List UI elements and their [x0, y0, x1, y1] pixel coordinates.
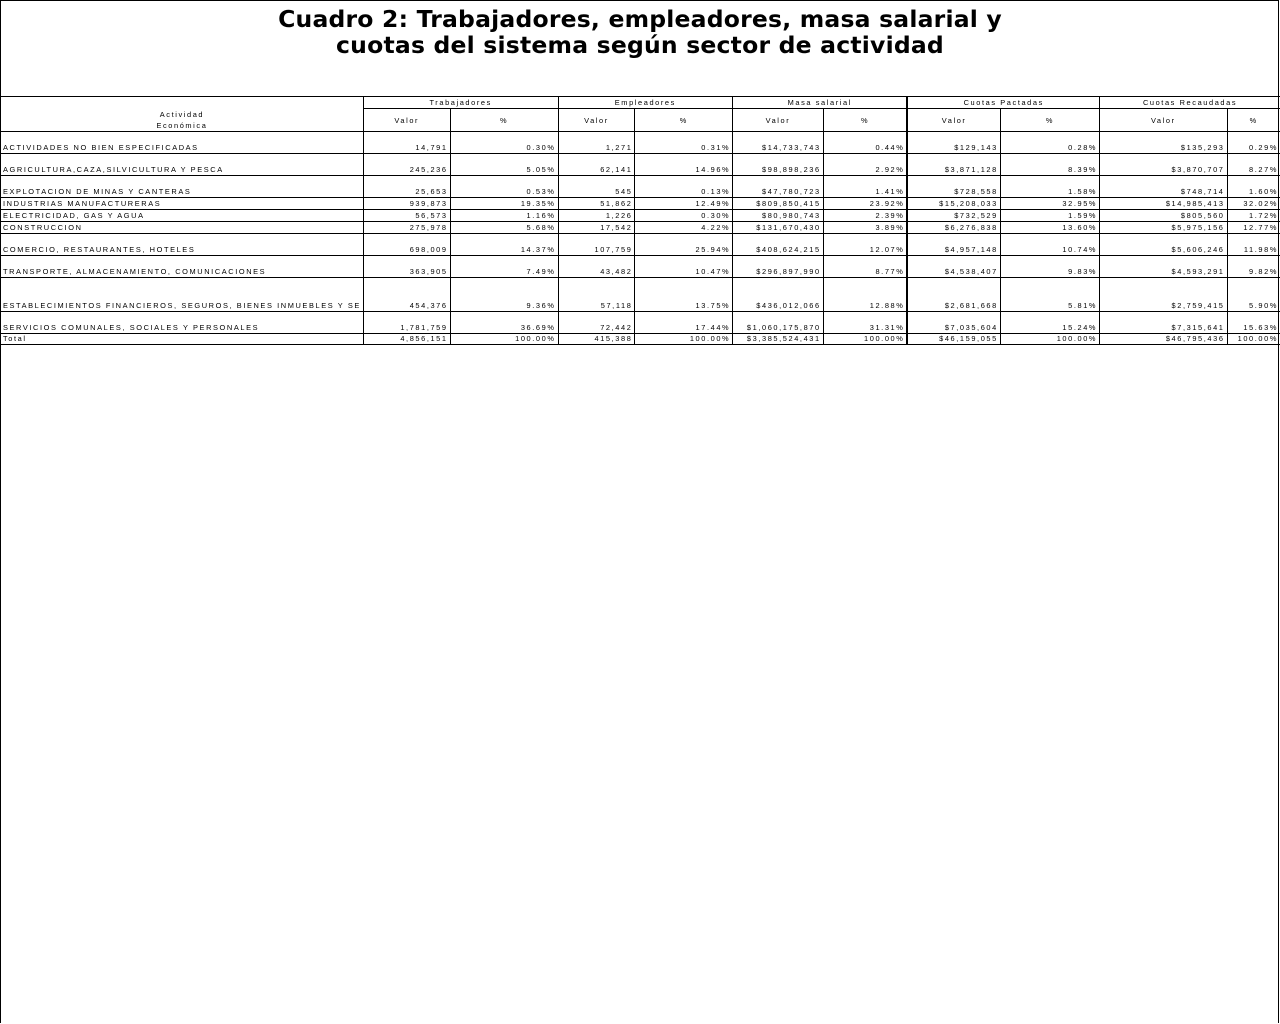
sub-header-valor: Valor	[733, 109, 823, 132]
cr-pct-cell: 9.82%	[1227, 256, 1280, 278]
masa-val-cell: $436,012,066	[733, 278, 823, 312]
cr-pct-cell: 100.00%	[1227, 334, 1280, 345]
page-title	[0, 6, 1280, 58]
trab-pct-cell: 36.69%	[450, 312, 558, 334]
cp-val-cell: $4,538,407	[907, 256, 1000, 278]
table-row	[1, 234, 1280, 256]
cp-pct-cell: 32.95%	[1000, 198, 1099, 210]
activity-cell: ESTABLECIMIENTOS FINANCIEROS, SEGUROS, BIENES INMUEBLES Y SE	[1, 278, 363, 312]
emp-pct-cell: 4.22%	[635, 222, 733, 234]
activity-cell: SERVICIOS COMUNALES, SOCIALES Y PERSONALES	[1, 312, 363, 334]
cp-val-cell: $2,681,668	[907, 278, 1000, 312]
trab-val-cell: 25,653	[363, 176, 450, 198]
cp-val-cell: $15,208,033	[907, 198, 1000, 210]
sub-header-pct: %	[1227, 109, 1280, 132]
cp-val-cell: $129,143	[907, 132, 1000, 154]
table-row	[1, 132, 1280, 154]
group-header-cuotas-pactadas: Cuotas Pactadas	[907, 97, 1099, 109]
masa-pct-cell: 0.44%	[823, 132, 907, 154]
emp-val-cell: 72,442	[558, 312, 635, 334]
activity-cell: COMERCIO, RESTAURANTES, HOTELES	[1, 234, 363, 256]
activity-header-line-1: Actividad	[159, 110, 205, 119]
emp-val-cell: 17,542	[558, 222, 635, 234]
trab-val-cell: 245,236	[363, 154, 450, 176]
emp-pct-cell: 12.49%	[635, 198, 733, 210]
cr-pct-cell: 5.90%	[1227, 278, 1280, 312]
total-row	[1, 334, 1280, 345]
masa-pct-cell: 1.41%	[823, 176, 907, 198]
group-header-trabajadores: Trabajadores	[363, 97, 558, 109]
sub-header-valor: Valor	[1100, 109, 1227, 132]
activity-header	[1, 97, 363, 132]
trab-pct-cell: 5.05%	[450, 154, 558, 176]
cp-val-cell: $728,558	[907, 176, 1000, 198]
masa-val-cell: $408,624,215	[733, 234, 823, 256]
cr-val-cell: $4,593,291	[1100, 256, 1227, 278]
masa-val-cell: $3,385,524,431	[733, 334, 823, 345]
cr-pct-cell: 11.98%	[1227, 234, 1280, 256]
trab-pct-cell: 100.00%	[450, 334, 558, 345]
emp-pct-cell: 0.30%	[635, 210, 733, 222]
cr-val-cell: $748,714	[1100, 176, 1227, 198]
cr-pct-cell: 8.27%	[1227, 154, 1280, 176]
masa-pct-cell: 12.88%	[823, 278, 907, 312]
trab-pct-cell: 5.68%	[450, 222, 558, 234]
emp-val-cell: 62,141	[558, 154, 635, 176]
cp-pct-cell: 1.59%	[1000, 210, 1099, 222]
sub-header-pct: %	[635, 109, 733, 132]
cp-pct-cell: 8.39%	[1000, 154, 1099, 176]
masa-val-cell: $80,980,743	[733, 210, 823, 222]
cr-val-cell: $5,606,246	[1100, 234, 1227, 256]
table-row	[1, 198, 1280, 210]
masa-val-cell: $1,060,175,870	[733, 312, 823, 334]
activity-cell: CONSTRUCCION	[1, 222, 363, 234]
group-header-empleadores: Empleadores	[558, 97, 733, 109]
cp-val-cell: $732,529	[907, 210, 1000, 222]
cr-pct-cell: 32.02%	[1227, 198, 1280, 210]
masa-pct-cell: 3.89%	[823, 222, 907, 234]
masa-pct-cell: 23.92%	[823, 198, 907, 210]
cp-pct-cell: 100.00%	[1000, 334, 1099, 345]
sub-header-valor: Valor	[363, 109, 450, 132]
cp-pct-cell: 1.58%	[1000, 176, 1099, 198]
trab-pct-cell: 0.53%	[450, 176, 558, 198]
masa-val-cell: $47,780,723	[733, 176, 823, 198]
table-row	[1, 312, 1280, 334]
emp-pct-cell: 13.75%	[635, 278, 733, 312]
title-line-2: cuotas del sistema según sector de actividad	[336, 31, 944, 59]
sub-header-pct: %	[1000, 109, 1099, 132]
trab-pct-cell: 0.30%	[450, 132, 558, 154]
masa-val-cell: $131,670,430	[733, 222, 823, 234]
emp-val-cell: 1,271	[558, 132, 635, 154]
group-header-row	[1, 97, 1280, 109]
cr-val-cell: $805,560	[1100, 210, 1227, 222]
masa-pct-cell: 2.92%	[823, 154, 907, 176]
trab-val-cell: 454,376	[363, 278, 450, 312]
trab-val-cell: 363,905	[363, 256, 450, 278]
cr-pct-cell: 1.60%	[1227, 176, 1280, 198]
activity-cell: INDUSTRIAS MANUFACTURERAS	[1, 198, 363, 210]
cr-val-cell: $2,759,415	[1100, 278, 1227, 312]
cr-val-cell: $5,975,156	[1100, 222, 1227, 234]
emp-pct-cell: 25.94%	[635, 234, 733, 256]
emp-pct-cell: 14.96%	[635, 154, 733, 176]
cp-val-cell: $6,276,838	[907, 222, 1000, 234]
emp-pct-cell: 0.13%	[635, 176, 733, 198]
masa-pct-cell: 12.07%	[823, 234, 907, 256]
table-row	[1, 256, 1280, 278]
trab-pct-cell: 14.37%	[450, 234, 558, 256]
trab-val-cell: 275,978	[363, 222, 450, 234]
cp-val-cell: $3,871,128	[907, 154, 1000, 176]
cr-pct-cell: 1.72%	[1227, 210, 1280, 222]
cp-pct-cell: 15.24%	[1000, 312, 1099, 334]
emp-pct-cell: 100.00%	[635, 334, 733, 345]
title-line-1: Cuadro 2: Trabajadores, empleadores, masa salarial y	[278, 5, 1002, 33]
cp-pct-cell: 0.28%	[1000, 132, 1099, 154]
trab-val-cell: 14,791	[363, 132, 450, 154]
masa-val-cell: $98,898,236	[733, 154, 823, 176]
masa-pct-cell: 2.39%	[823, 210, 907, 222]
cp-pct-cell: 13.60%	[1000, 222, 1099, 234]
sub-header-valor: Valor	[907, 109, 1000, 132]
cp-pct-cell: 9.83%	[1000, 256, 1099, 278]
cp-val-cell: $4,957,148	[907, 234, 1000, 256]
table-row	[1, 210, 1280, 222]
trab-val-cell: 1,781,759	[363, 312, 450, 334]
cr-pct-cell: 12.77%	[1227, 222, 1280, 234]
masa-pct-cell: 31.31%	[823, 312, 907, 334]
cr-val-cell: $135,293	[1100, 132, 1227, 154]
sub-header-pct: %	[823, 109, 907, 132]
emp-pct-cell: 10.47%	[635, 256, 733, 278]
trab-val-cell: 4,856,151	[363, 334, 450, 345]
emp-val-cell: 107,759	[558, 234, 635, 256]
group-header-masa-salarial: Masa salarial	[733, 97, 908, 109]
cr-val-cell: $7,315,641	[1100, 312, 1227, 334]
trab-pct-cell: 19.35%	[450, 198, 558, 210]
masa-pct-cell: 100.00%	[823, 334, 907, 345]
activity-cell: Total	[1, 334, 363, 345]
trab-val-cell: 56,573	[363, 210, 450, 222]
table-row	[1, 222, 1280, 234]
data-table	[1, 96, 1280, 345]
cr-val-cell: $3,870,707	[1100, 154, 1227, 176]
trab-val-cell: 939,873	[363, 198, 450, 210]
trab-pct-cell: 7.49%	[450, 256, 558, 278]
emp-val-cell: 415,388	[558, 334, 635, 345]
masa-val-cell: $296,897,990	[733, 256, 823, 278]
masa-pct-cell: 8.77%	[823, 256, 907, 278]
emp-val-cell: 57,118	[558, 278, 635, 312]
cr-val-cell: $46,795,436	[1100, 334, 1227, 345]
masa-val-cell: $809,850,415	[733, 198, 823, 210]
sub-header-valor: Valor	[558, 109, 635, 132]
cp-pct-cell: 10.74%	[1000, 234, 1099, 256]
cp-pct-cell: 5.81%	[1000, 278, 1099, 312]
trab-val-cell: 698,009	[363, 234, 450, 256]
activity-cell: ACTIVIDADES NO BIEN ESPECIFICADAS	[1, 132, 363, 154]
emp-pct-cell: 17.44%	[635, 312, 733, 334]
emp-val-cell: 51,862	[558, 198, 635, 210]
table-row	[1, 176, 1280, 198]
cr-pct-cell: 0.29%	[1227, 132, 1280, 154]
emp-val-cell: 545	[558, 176, 635, 198]
trab-pct-cell: 9.36%	[450, 278, 558, 312]
table-row	[1, 154, 1280, 176]
activity-cell: TRANSPORTE, ALMACENAMIENTO, COMUNICACIONES	[1, 256, 363, 278]
emp-pct-cell: 0.31%	[635, 132, 733, 154]
cp-val-cell: $46,159,055	[907, 334, 1000, 345]
sub-header-pct: %	[450, 109, 558, 132]
cp-val-cell: $7,035,604	[907, 312, 1000, 334]
trab-pct-cell: 1.16%	[450, 210, 558, 222]
table-body	[1, 132, 1280, 345]
cr-val-cell: $14,985,413	[1100, 198, 1227, 210]
activity-cell: EXPLOTACION DE MINAS Y CANTERAS	[1, 176, 363, 198]
group-header-cuotas-recaudadas: Cuotas Recaudadas	[1100, 97, 1280, 109]
emp-val-cell: 1,226	[558, 210, 635, 222]
masa-val-cell: $14,733,743	[733, 132, 823, 154]
cr-pct-cell: 15.63%	[1227, 312, 1280, 334]
activity-cell: AGRICULTURA,CAZA,SILVICULTURA Y PESCA	[1, 154, 363, 176]
activity-header-line-2: Económica	[156, 121, 208, 130]
table-row	[1, 278, 1280, 312]
activity-cell: ELECTRICIDAD, GAS Y AGUA	[1, 210, 363, 222]
emp-val-cell: 43,482	[558, 256, 635, 278]
